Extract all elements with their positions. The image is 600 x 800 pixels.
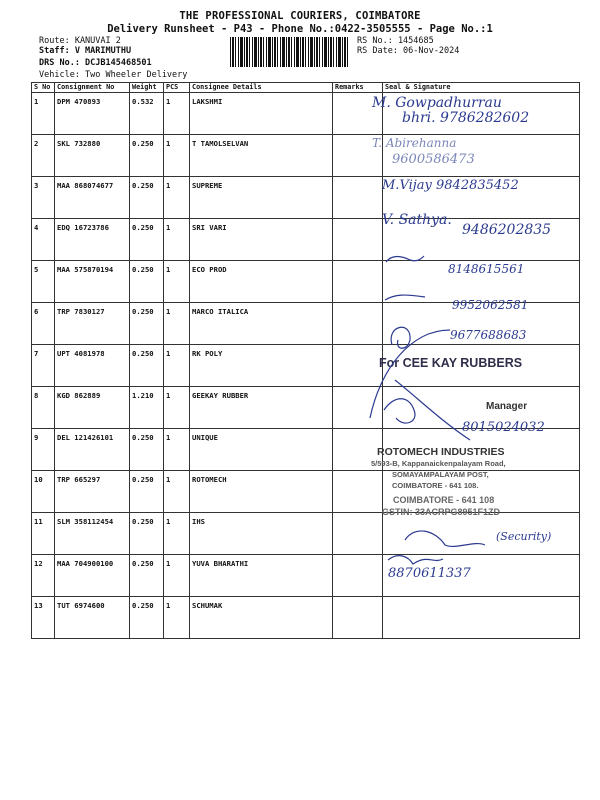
table-row bbox=[32, 555, 580, 597]
cell-consignment-no: SKL 732880 bbox=[55, 135, 130, 177]
cell-consignee: MARCO ITALICA bbox=[190, 303, 333, 345]
cell-sno: 11 bbox=[32, 513, 55, 555]
col-signature: Seal & Signature bbox=[383, 83, 580, 93]
cell-pcs: 1 bbox=[164, 387, 190, 429]
table-header-row bbox=[32, 83, 580, 93]
cell-weight: 0.250 bbox=[130, 219, 164, 261]
cell-pcs: 1 bbox=[164, 261, 190, 303]
stamp-gstin: GSTIN: 33ACRPG8951F1ZD bbox=[382, 507, 501, 517]
cell-consignment-no: MAA 704900100 bbox=[55, 555, 130, 597]
phone-row-4: 9486202835 bbox=[462, 222, 552, 238]
col-consignee: Consignee Details bbox=[190, 83, 333, 93]
phone-row-6: 9952062581 bbox=[452, 298, 529, 312]
stamp-manager: Manager bbox=[486, 401, 528, 412]
stamp-address-1: 5/593-B, Kappanaickenpalayam Road, bbox=[371, 459, 506, 468]
cell-pcs: 1 bbox=[164, 303, 190, 345]
cell-remarks bbox=[333, 219, 383, 261]
col-remarks: Remarks bbox=[333, 83, 383, 93]
signature-row-4: V. Sathya. bbox=[382, 212, 452, 228]
cell-pcs: 1 bbox=[164, 219, 190, 261]
col-consignment: Consignment No bbox=[55, 83, 130, 93]
cell-consignment-no: MAA 575870194 bbox=[55, 261, 130, 303]
cell-weight: 1.210 bbox=[130, 387, 164, 429]
cell-weight: 0.250 bbox=[130, 303, 164, 345]
cell-remarks bbox=[333, 345, 383, 387]
cell-consignment-no: UPT 4081978 bbox=[55, 345, 130, 387]
cell-consignee: LAKSHMI bbox=[190, 93, 333, 135]
cell-consignee: YUVA BHARATHI bbox=[190, 555, 333, 597]
runsheet-subtitle: Delivery Runsheet - P43 - Phone No.:0422-3505555 - Page No.:1 bbox=[107, 23, 493, 35]
cell-consignee: RK POLY bbox=[190, 345, 333, 387]
rs-no-label: RS No.: 1454685 bbox=[357, 36, 434, 46]
cell-sno: 2 bbox=[32, 135, 55, 177]
stamp-address-4: COIMBATORE - 641 108 bbox=[393, 495, 495, 505]
drs-label: DRS No.: DCJB145468501 bbox=[39, 58, 152, 68]
cell-sno: 8 bbox=[32, 387, 55, 429]
cell-sno: 9 bbox=[32, 429, 55, 471]
cell-sno: 13 bbox=[32, 597, 55, 639]
cell-consignee: ROTOMECH bbox=[190, 471, 333, 513]
cell-consignee: GEEKAY RUBBER bbox=[190, 387, 333, 429]
cell-sno: 12 bbox=[32, 555, 55, 597]
cell-remarks bbox=[333, 303, 383, 345]
cell-consignment-no: EDQ 16723786 bbox=[55, 219, 130, 261]
cell-consignee: SUPREME bbox=[190, 177, 333, 219]
cell-pcs: 1 bbox=[164, 471, 190, 513]
signature-row-2: T. Abirehanna bbox=[372, 136, 457, 150]
stamp-address-2: SOMAYAMPALAYAM POST, bbox=[392, 470, 489, 479]
cell-weight: 0.250 bbox=[130, 555, 164, 597]
cell-weight: 0.250 bbox=[130, 345, 164, 387]
cell-remarks bbox=[333, 555, 383, 597]
col-pcs: PCS bbox=[164, 83, 190, 93]
cell-weight: 0.250 bbox=[130, 597, 164, 639]
cell-pcs: 1 bbox=[164, 93, 190, 135]
cell-weight: 0.250 bbox=[130, 177, 164, 219]
cell-pcs: 1 bbox=[164, 345, 190, 387]
cell-consignment-no: SLM 358112454 bbox=[55, 513, 130, 555]
table-row bbox=[32, 597, 580, 639]
cell-weight: 0.250 bbox=[130, 135, 164, 177]
cell-remarks bbox=[333, 471, 383, 513]
cell-consignee: ECO PROD bbox=[190, 261, 333, 303]
table-row bbox=[32, 135, 580, 177]
company-title: THE PROFESSIONAL COURIERS, COIMBATORE bbox=[179, 10, 421, 22]
phone-row-2: 9600586473 bbox=[392, 152, 475, 167]
cell-weight: 0.250 bbox=[130, 261, 164, 303]
cell-weight: 0.250 bbox=[130, 471, 164, 513]
cell-sno: 3 bbox=[32, 177, 55, 219]
cell-pcs: 1 bbox=[164, 597, 190, 639]
route-label: Route: KANUVAI 2 bbox=[39, 36, 121, 46]
cell-remarks bbox=[333, 513, 383, 555]
signature-row-12: (Security) bbox=[496, 530, 552, 543]
phone-row-5: 8148615561 bbox=[448, 262, 525, 276]
cell-consignment-no: TRP 7830127 bbox=[55, 303, 130, 345]
cell-sno: 10 bbox=[32, 471, 55, 513]
cell-remarks bbox=[333, 387, 383, 429]
cell-consignee: SCHUMAK bbox=[190, 597, 333, 639]
phone-row-1: bhri. 9786282602 bbox=[402, 110, 530, 126]
cell-consignment-no: KGD 862889 bbox=[55, 387, 130, 429]
phone-row-9: 8015024032 bbox=[462, 420, 545, 435]
cell-sno: 1 bbox=[32, 93, 55, 135]
cell-consignee: T TAMOLSELVAN bbox=[190, 135, 333, 177]
stamp-geekay: For CEE KAY RUBBERS bbox=[379, 356, 523, 370]
barcode bbox=[230, 37, 348, 67]
cell-pcs: 1 bbox=[164, 513, 190, 555]
phone-row-13: 8870611337 bbox=[388, 566, 471, 581]
cell-remarks bbox=[333, 261, 383, 303]
cell-sno: 6 bbox=[32, 303, 55, 345]
cell-pcs: 1 bbox=[164, 429, 190, 471]
cell-weight: 0.250 bbox=[130, 429, 164, 471]
cell-pcs: 1 bbox=[164, 555, 190, 597]
stamp-rotomech: ROTOMECH INDUSTRIES bbox=[377, 446, 505, 458]
cell-pcs: 1 bbox=[164, 135, 190, 177]
stamp-address-3: COIMBATORE - 641 108. bbox=[392, 481, 479, 490]
phone-row-7: 9677688683 bbox=[450, 328, 527, 342]
cell-consignment-no: TUT 6974600 bbox=[55, 597, 130, 639]
cell-consignee: IHS bbox=[190, 513, 333, 555]
cell-consignment-no: DPM 470893 bbox=[55, 93, 130, 135]
cell-remarks bbox=[333, 177, 383, 219]
cell-sno: 7 bbox=[32, 345, 55, 387]
cell-pcs: 1 bbox=[164, 177, 190, 219]
cell-weight: 0.250 bbox=[130, 513, 164, 555]
signature-row-1: M. Gowpadhurrau bbox=[372, 95, 502, 111]
col-sno: S No bbox=[32, 83, 55, 93]
signature-row-3: M.Vijay 9842835452 bbox=[382, 178, 519, 193]
cell-consignment-no: MAA 868074677 bbox=[55, 177, 130, 219]
cell-consignee: SRI VARI bbox=[190, 219, 333, 261]
cell-consignment-no: DEL 121426101 bbox=[55, 429, 130, 471]
cell-consignment-no: TRP 665297 bbox=[55, 471, 130, 513]
cell-signature bbox=[383, 597, 580, 639]
cell-weight: 0.532 bbox=[130, 93, 164, 135]
cell-sno: 4 bbox=[32, 219, 55, 261]
cell-remarks bbox=[333, 597, 383, 639]
staff-label: Staff: V MARIMUTHU bbox=[39, 46, 132, 56]
cell-sno: 5 bbox=[32, 261, 55, 303]
col-weight: Weight bbox=[130, 83, 164, 93]
vehicle-label: Vehicle: Two Wheeler Delivery bbox=[39, 70, 188, 80]
cell-consignee: UNIQUE bbox=[190, 429, 333, 471]
rs-date-label: RS Date: 06-Nov-2024 bbox=[357, 46, 460, 56]
